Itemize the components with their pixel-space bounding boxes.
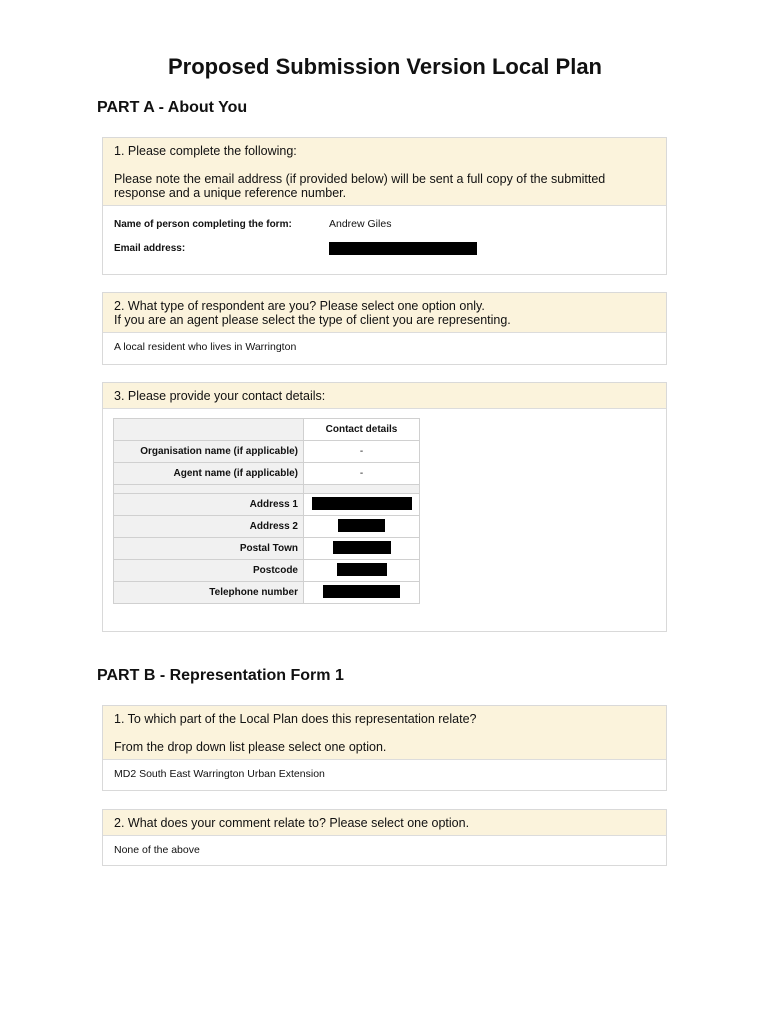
part-a-q2-header [103, 293, 666, 333]
contact-column-header: Contact details [304, 419, 420, 441]
address1-label: Address 1 [114, 494, 304, 516]
name-value: Andrew Giles [329, 218, 392, 230]
contact-details-table [113, 418, 420, 604]
page-title: Proposed Submission Version Local Plan [168, 54, 602, 79]
part-b-heading: PART B - Representation Form 1 [97, 667, 344, 684]
address2-label: Address 2 [114, 516, 304, 538]
agent-row [114, 463, 420, 485]
telephone-row [114, 582, 420, 604]
name-label: Name of person completing the form: [114, 218, 292, 230]
contact-header-blank [114, 419, 304, 441]
postcode-redaction [337, 563, 387, 576]
part-a-q1-title: 1. Please complete the following: [114, 144, 297, 158]
contact-header-row [114, 419, 420, 441]
postal-town-redaction [333, 541, 391, 554]
address1-redaction [312, 497, 412, 510]
part-a-q1-section [102, 137, 667, 275]
postal-town-label: Postal Town [114, 538, 304, 560]
organisation-row [114, 441, 420, 463]
part-a-q1-header [103, 138, 666, 206]
address2-row [114, 516, 420, 538]
part-b-q1-instruction: From the drop down list please select one option. [114, 740, 387, 754]
telephone-label: Telephone number [114, 582, 304, 604]
part-b-q1-section [102, 705, 667, 791]
postal-town-row [114, 538, 420, 560]
agent-label: Agent name (if applicable) [114, 463, 304, 485]
email-row [114, 236, 655, 260]
contact-spacer-row [114, 485, 420, 494]
email-redaction [329, 242, 477, 255]
telephone-redaction [323, 585, 400, 598]
part-a-q2-answer: A local resident who lives in Warrington [114, 341, 297, 353]
part-a-q3-title: 3. Please provide your contact details: [114, 389, 326, 403]
part-b-q2-title: 2. What does your comment relate to? Please select one option. [114, 816, 470, 830]
part-b-q1-answer: MD2 South East Warrington Urban Extension [114, 768, 325, 780]
part-a-q3-header [103, 383, 666, 409]
address1-row [114, 494, 420, 516]
part-a-q2-line1: 2. What type of respondent are you? Please select one option only. [114, 299, 485, 313]
email-label: Email address: [114, 242, 186, 254]
part-b-q2-section [102, 809, 667, 866]
part-a-q1-note: Please note the email address (if provided below) will be sent a full copy of the submitted response and a unique reference number. [114, 172, 606, 200]
part-a-heading: PART A - About You [97, 99, 248, 116]
part-b-q1-header [103, 706, 666, 760]
part-a-q2-section [102, 292, 667, 365]
part-b-q2-header [103, 810, 666, 836]
part-a-q2-line2: If you are an agent please select the type of client you are representing. [114, 313, 511, 327]
organisation-value: - [304, 441, 420, 463]
organisation-label: Organisation name (if applicable) [114, 441, 304, 463]
agent-value: - [304, 463, 420, 485]
part-a-q3-section [102, 382, 667, 632]
address2-redaction [338, 519, 385, 532]
postcode-row [114, 560, 420, 582]
postcode-label: Postcode [114, 560, 304, 582]
part-b-q1-title: 1. To which part of the Local Plan does this representation relate? [114, 712, 477, 726]
part-a-q1-body [103, 206, 666, 268]
name-row [114, 212, 655, 236]
part-b-q2-answer: None of the above [114, 844, 200, 856]
